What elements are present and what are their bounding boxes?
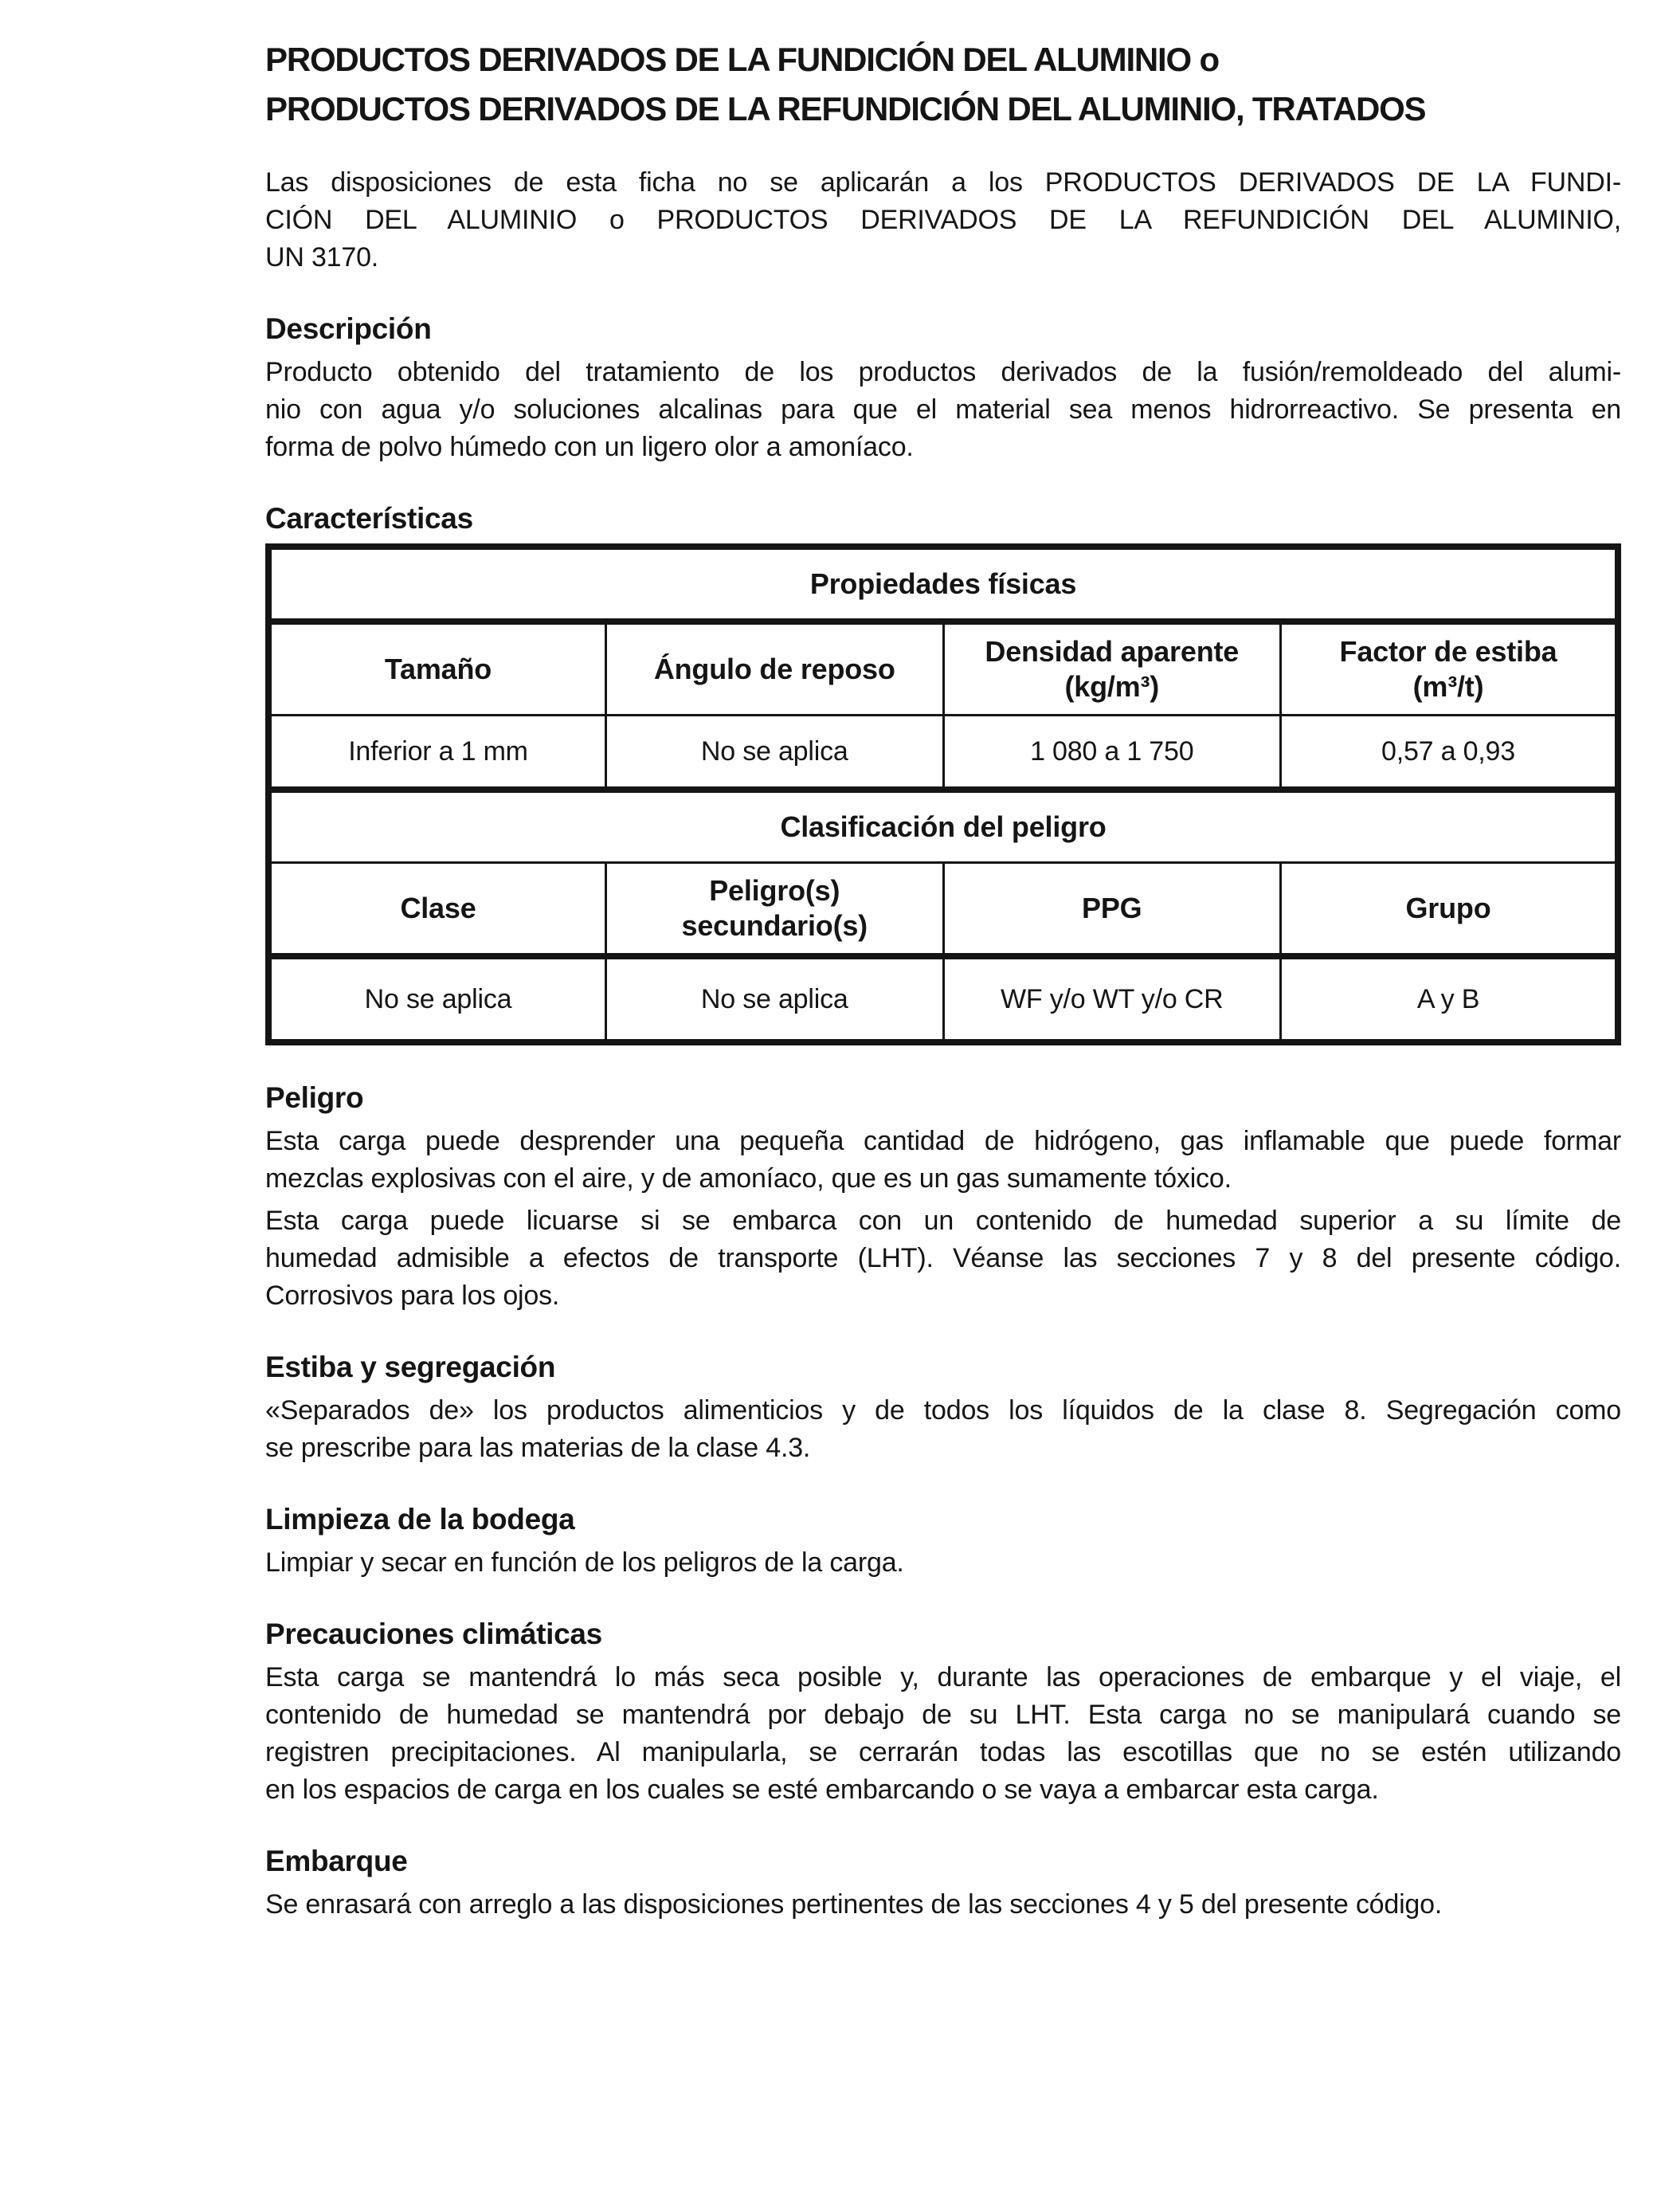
column-header-angulo-de-reposo: [606, 622, 944, 716]
section-heading-peligro: Peligro: [265, 1081, 364, 1114]
text-line: Limpiar y secar en función de los peligros de la carga.: [265, 1547, 904, 1578]
peligro-paragraph-2: [265, 1202, 1621, 1315]
table-row-values-clasificacion: [268, 956, 1618, 1042]
table-caption-clasificacion-del-peligro: Clasificación del peligro: [268, 790, 1618, 863]
column-header-tamano: [268, 622, 606, 716]
cell-angulo-de-reposo-value: No se aplica: [606, 716, 944, 790]
column-header-factor-de-estiba: [1281, 622, 1619, 716]
text-line: mezclas explosivas con el aire, y de amoníaco, que es un gas sumamente tóxico.: [265, 1163, 1232, 1194]
document-title: [265, 35, 1621, 134]
limpieza-paragraph: [265, 1544, 1621, 1582]
cell-factor-de-estiba-value: 0,57 a 0,93: [1281, 716, 1619, 790]
page-content: [265, 0, 1621, 1924]
text-line: Se enrasará con arreglo a las disposiciones pertinentes de las secciones 4 y 5 del presente código.: [265, 1889, 1443, 1920]
table-row-caption-clasificacion: [268, 790, 1618, 863]
text-line: PPG: [1082, 892, 1142, 924]
column-header-grupo: [1281, 863, 1619, 957]
table-row-headers-clasificacion: [268, 863, 1618, 957]
text-line: (kg/m³): [1064, 670, 1160, 703]
table-row-headers-fisicas: [268, 622, 1618, 716]
text-line: PRODUCTOS DERIVADOS DE LA REFUNDICIÓN DEL ALUMINIO, TRATADOS: [265, 90, 1426, 127]
text-line: registren precipitaciones. Al manipularla, se cerrarán todas las escotillas que no se estén utilizando: [265, 1737, 1621, 1767]
cell-ppg-value: WF y/o WT y/o CR: [943, 956, 1281, 1042]
text-line: secundario(s): [681, 909, 868, 942]
text-line: en los espacios de carga en los cuales se esté embarcando o se vaya a embarcar esta carga.: [265, 1775, 1379, 1805]
text-line: «Separados de» los productos alimenticios y de todos los líquidos de la clase 8. Segregación como: [265, 1395, 1621, 1426]
cell-densidad-aparente-value: 1 080 a 1 750: [943, 716, 1281, 790]
column-header-peligros-secundarios: [606, 863, 944, 957]
estiba-paragraph: [265, 1392, 1621, 1467]
peligro-paragraph-1: [265, 1123, 1621, 1198]
text-line: UN 3170.: [265, 242, 379, 273]
column-header-ppg: [943, 863, 1281, 957]
text-line: Esta carga se mantendrá lo más seca posible y, durante las operaciones de embarque y el viaje, el: [265, 1662, 1621, 1692]
table-row-values-fisicas: [268, 716, 1618, 790]
section-heading-caracteristicas: Características: [265, 502, 473, 535]
characteristics-table: [265, 543, 1621, 1045]
table-row-caption-propiedades: [268, 547, 1618, 622]
text-line: nio con agua y/o soluciones alcalinas para que el material sea menos hidrorreactivo. Se presenta en: [265, 394, 1621, 425]
text-line: Esta carga puede desprender una pequeña cantidad de hidrógeno, gas inflamable que puede formar: [265, 1126, 1621, 1156]
text-line: Tamaño: [384, 653, 492, 685]
embarque-paragraph: [265, 1886, 1621, 1924]
text-line: Corrosivos para los ojos.: [265, 1281, 560, 1311]
descripcion-paragraph: [265, 354, 1621, 466]
text-line: Factor de estiba: [1339, 635, 1557, 668]
intro-paragraph: [265, 164, 1621, 276]
text-line: CIÓN DEL ALUMINIO o PRODUCTOS DERIVADOS DE LA REFUNDICIÓN DEL ALUMINIO,: [265, 205, 1621, 235]
column-header-densidad-aparente: [943, 622, 1281, 716]
column-header-clase: [268, 863, 606, 957]
cell-grupo-value: A y B: [1281, 956, 1619, 1042]
text-line: Clase: [400, 892, 476, 924]
cell-tamano-value: Inferior a 1 mm: [268, 716, 606, 790]
text-line: Densidad aparente: [985, 635, 1240, 668]
text-line: Esta carga puede licuarse si se embarca con un contenido de humedad superior a su límite de: [265, 1206, 1621, 1236]
text-line: Ángulo de reposo: [653, 653, 895, 685]
cell-clase-value: No se aplica: [364, 983, 512, 1014]
text-line: se prescribe para las materias de la clase 4.3.: [265, 1433, 811, 1463]
section-heading-estiba-y-segregacion: Estiba y segregación: [265, 1351, 556, 1383]
text-line: Grupo: [1405, 892, 1491, 924]
text-line: forma de polvo húmedo con un ligero olor a amoníaco.: [265, 432, 914, 462]
text-line: contenido de humedad se mantendrá por debajo de su LHT. Esta carga no se manipulará cuando se: [265, 1700, 1621, 1730]
section-heading-limpieza-de-la-bodega: Limpieza de la bodega: [265, 1503, 575, 1535]
text-line: humedad admisible a efectos de transporte (LHT). Véanse las secciones 7 y 8 del presente código.: [265, 1243, 1621, 1273]
text-line: (m³/t): [1412, 670, 1484, 703]
text-line: Peligro(s): [709, 874, 840, 907]
table-caption-propiedades-fisicas: Propiedades físicas: [268, 547, 1618, 622]
text-line: Producto obtenido del tratamiento de los productos derivados de la fusión/remoldeado del alumi-: [265, 357, 1621, 387]
section-heading-precauciones-climaticas: Precauciones climáticas: [265, 1618, 602, 1650]
cell-peligros-secundarios-value: No se aplica: [606, 956, 944, 1042]
section-heading-descripcion: Descripción: [265, 312, 432, 345]
precauciones-paragraph: [265, 1659, 1621, 1809]
section-heading-embarque: Embarque: [265, 1845, 408, 1877]
text-line: PRODUCTOS DERIVADOS DE LA FUNDICIÓN DEL ALUMINIO o: [265, 41, 1219, 78]
text-line: Las disposiciones de esta ficha no se aplicarán a los PRODUCTOS DERIVADOS DE LA FUNDI-: [265, 167, 1621, 198]
